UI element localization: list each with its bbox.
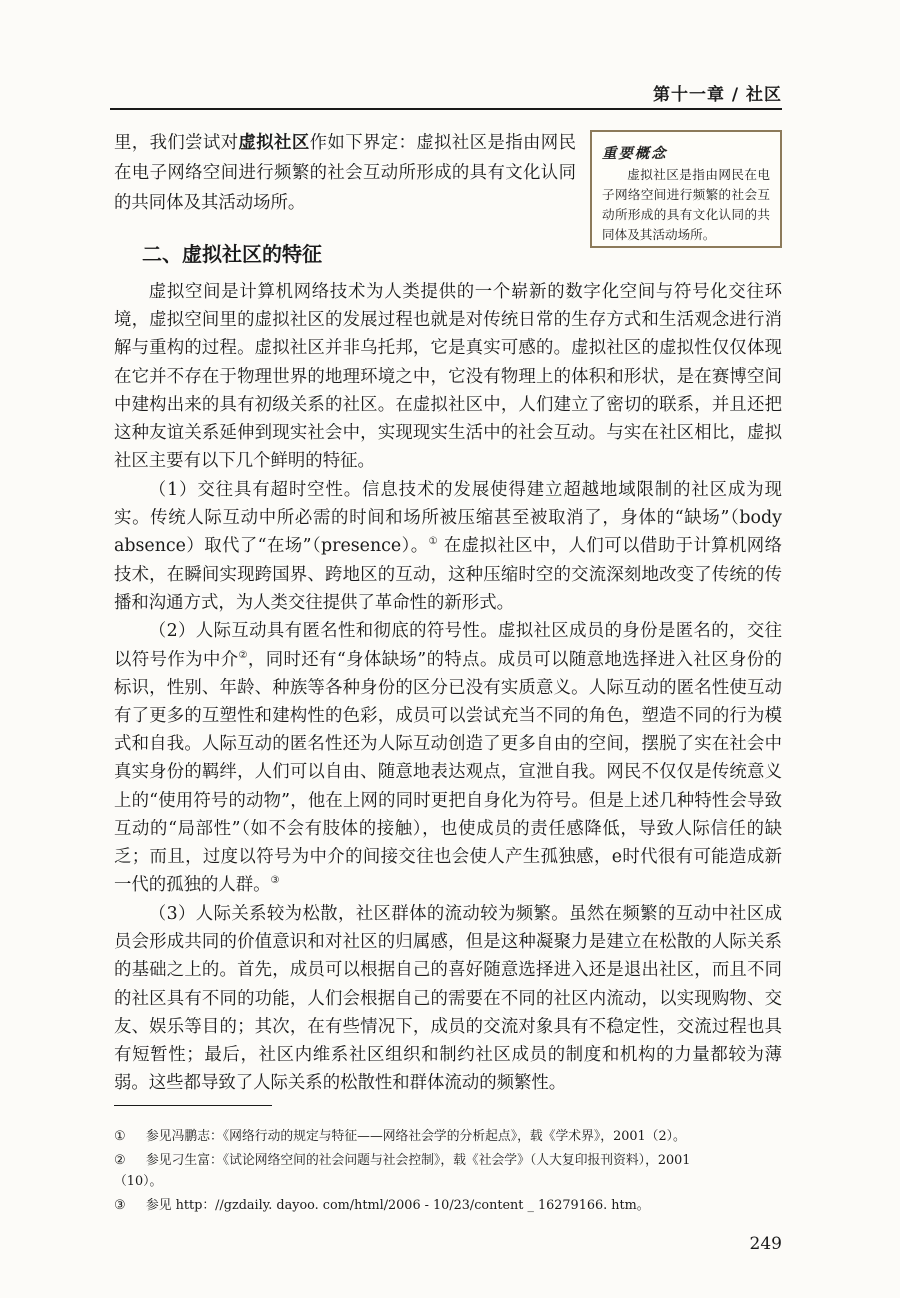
intro-paragraph — [114, 128, 576, 218]
footnote-3-mark: ③ — [114, 1198, 126, 1213]
footnote-1-text: 参见冯鹏志：《网络行动的规定与特征——网络社会学的分析起点》，载《学术界》，2001（2）。 — [146, 1129, 686, 1144]
paragraph-2-text-b: 在虚拟社区中，人们可以借助于计算机网络技术，在瞬间实现跨国界、跨地区的互动，这种压缩时空的交流深刻地改变了传统的传播和沟通方式，为人类交往提供了革命性的新形式。 — [114, 536, 782, 613]
paragraph-2 — [114, 476, 782, 617]
paragraph-1: 虚拟空间是计算机网络技术为人类提供的一个崭新的数字化空间与符号化交往环境，虚拟空间里的虚拟社区的发展过程也就是对传统日常的生存方式和生活观念进行消解与重构的过程。虚拟社区并非乌托邦，它是真实可感的。虚拟社区的虚拟性仅仅体现在它并不存在于物理世界的地理环境之中，它没有物理上的体积和形状，是在赛博空间中建构出来的具有初级关系的社区。在虚拟社区中，人们建立了密切的联系，并且还把这种友谊关系延伸到现实社会中，实现现实生活中的社会互动。与实在社区相比，虚拟社区主要有以下几个鲜明的特征。 — [114, 282, 782, 472]
footnote-3-text: 参见 http：//gzdaily. dayoo. com/html/2006 - 10/23/content _ 16279166. htm。 — [146, 1198, 650, 1213]
footnote-rule — [114, 1105, 272, 1106]
key-concept-text: 虚拟社区是指由网民在电子网络空间进行频繁的社会互动所形成的具有文化认同的共同体及其活动场所。 — [602, 167, 770, 242]
footnote-3 — [114, 1195, 782, 1216]
paragraph-2-text-a: （1）交往具有超时空性。信息技术的发展使得建立超越地域限制的社区成为现实。传统人际互动中所必需的时间和场所被压缩甚至被取消了，身体的“缺场”（body absence）取代了“在场”（presence）。 — [114, 479, 782, 557]
footnote-2 — [114, 1150, 782, 1192]
section-heading: 二、虚拟社区的特征 — [142, 242, 322, 266]
paragraph-3 — [114, 617, 782, 899]
header-rule — [110, 108, 782, 110]
intro-text-before: 里，我们尝试对 — [114, 133, 239, 153]
footnote-1-mark: ① — [114, 1129, 126, 1144]
page-number: 249 — [749, 1234, 782, 1254]
key-concept-title: 重要概念 — [602, 145, 668, 162]
footnotes — [114, 1126, 782, 1219]
footnote-2-mark: ② — [114, 1153, 126, 1168]
paragraph-3-text-b: ，同时还有“身体缺场”的特点。成员可以随意地选择进入社区身份的标识，性别、年龄、种族等各种身份的区分已没有实质意义。人际互动的匿名性使互动有了更多的互塑性和建构性的色彩，成员可以尝试充当不同的角色，塑造不同的行为模式和自我。人际互动的匿名性还为人际互动创造了更多自由的空间，摆脱了实在社会中真实身份的羁绊，人们可以自由、随意地表达观点，宣泄自我。网民不仅仅是传统意义上的“使用符号的动物”，他在上网的同时更把自身化为符号。但是上述几种特性会导致互动的“局部性”（如不会有肢体的接触），也使成员的责任感降低，导致人际信任的缺乏；而且，过度以符号为中介的间接交往也会使人产生孤独感，e时代很有可能造成新一代的孤独的人群。 — [114, 649, 782, 896]
paragraph-4: （3）人际关系较为松散，社区群体的流动较为频繁。虽然在频繁的互动中社区成员会形成共同的价值意识和对社区的归属感，但是这种凝聚力是建立在松散的人际关系的基础之上的。首先，成员可以根据自己的喜好随意选择进入还是退出社区，而且不同的社区具有不同的功能，人们会根据自己的需要在不同的社区内流动，以实现购物、交友、娱乐等目的；其次，在有些情况下，成员的交流对象具有不稳定性，交流过程也具有短暂性；最后，社区内维系社区组织和制约社区成员的制度和机构的力量都较为薄弱。这些都导致了人际关系的松散性和群体流动的频繁性。 — [114, 903, 782, 1094]
footnote-2-body — [114, 1150, 782, 1192]
key-concept-box — [590, 130, 782, 248]
intro-term: 虚拟社区 — [238, 133, 310, 153]
footnote-ref-2[interactable]: ② — [238, 649, 248, 661]
footnote-2-text: 参见刁生富：《试论网络空间的社会问题与社会控制》，载《社会学》（人大复印报刊资料），2001 — [146, 1153, 691, 1168]
chapter-header: 第十一章 / 社区 — [652, 85, 782, 105]
footnote-1 — [114, 1126, 782, 1147]
footnote-ref-3[interactable]: ③ — [270, 875, 280, 887]
footnote-2-continuation: （10）。 — [114, 1174, 163, 1189]
intro-text-after: 作如下界定：虚拟社区是指由网民在电子网络空间进行频繁的社会互动所形成的具有文化认同的共同体及其活动场所。 — [114, 133, 576, 213]
paragraph-3-text-a: （2）人际互动具有匿名性和彻底的符号性。虚拟社区成员的身份是匿名的，交往以符号作为中介 — [114, 621, 782, 670]
body-text — [114, 278, 782, 1097]
footnote-ref-1[interactable]: ① — [428, 536, 438, 548]
